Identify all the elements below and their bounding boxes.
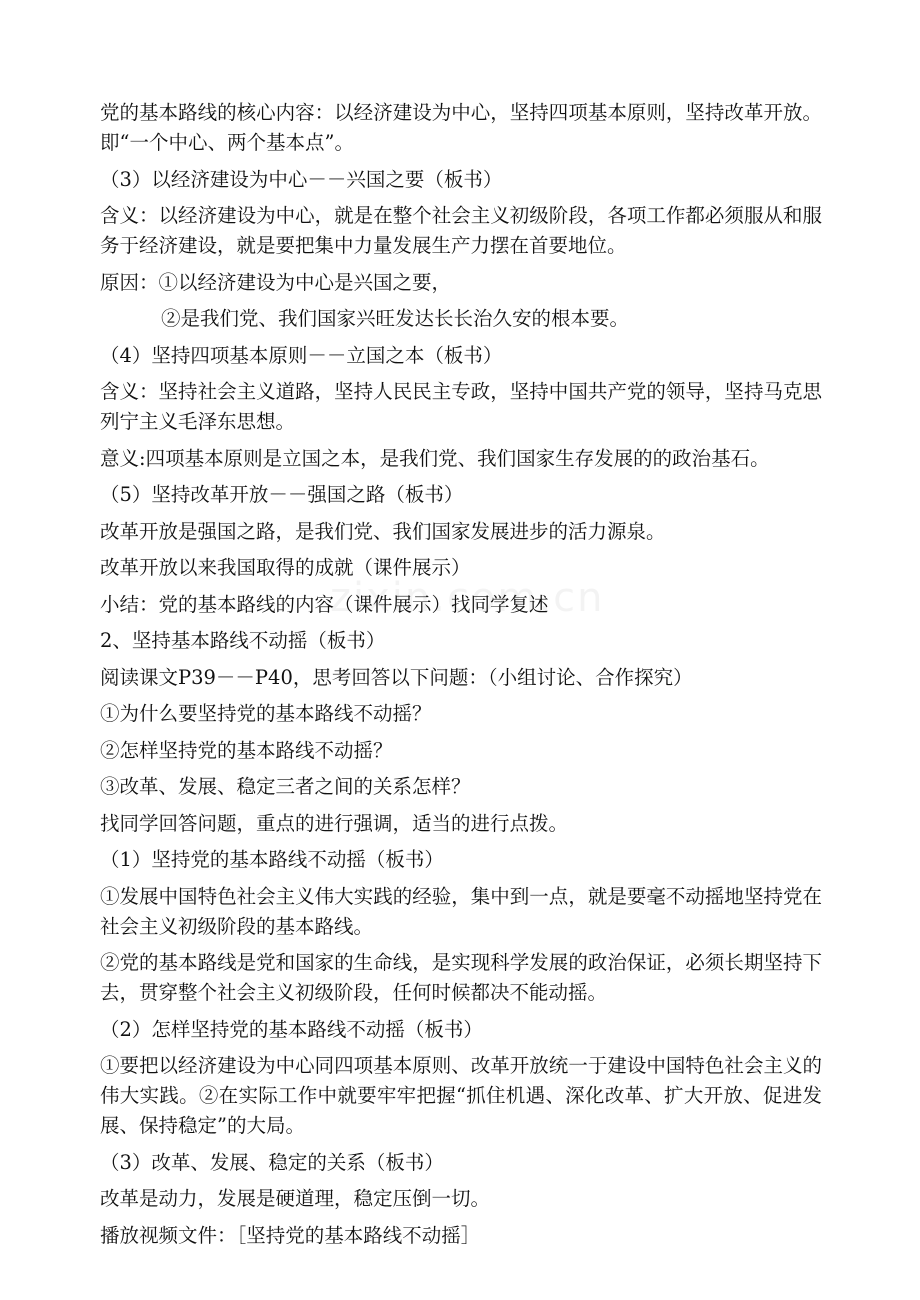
- heading-four-principles: （4）坚持四项基本原则－－立国之本（板书）: [100, 343, 503, 367]
- heading-adhere-unwavering: （1）坚持党的基本路线不动摇（板书）: [100, 848, 444, 871]
- paragraph-meaning-principles: 含义：坚持社会主义道路，坚持人民民主专政，坚持中国共产党的领导，坚持马克思列宁主义毛泽东思想。: [100, 380, 822, 433]
- paragraph-core-content: 党的基本路线的核心内容：以经济建设为中心，坚持四项基本原则，坚持改革开放。即“一个中心、两个基本点”。: [100, 101, 822, 154]
- heading-how-adhere: （2）怎样坚持党的基本路线不动摇（板书）: [100, 1017, 483, 1041]
- paragraph-significance-principles: 意义:四项基本原则是立国之本，是我们党、我们国家生存发展的的政治基石。: [100, 446, 770, 470]
- paragraph-video: 播放视频文件：［坚持党的基本路线不动摇］: [100, 1223, 481, 1247]
- heading-adhere-line: 2、坚持基本路线不动摇（板书）: [100, 629, 386, 652]
- heading-economic-center: （3）以经济建设为中心－－兴国之要（板书）: [100, 167, 503, 191]
- paragraph-reason-2: ②是我们党、我们国家兴旺发达长长治久安的根本要。: [161, 307, 630, 330]
- question-1: ①为什么要坚持党的基本路线不动摇？: [100, 702, 432, 725]
- document-body: [100, 98, 822, 1257]
- paragraph-lifeline: ②党的基本路线是党和国家的生命线，是实现科学发展的政治保证，必须长期坚持下去，贯穿整个社会主义初级阶段，任何时候都决不能动摇。: [100, 951, 822, 1004]
- paragraph-answer-guidance: 找同学回答问题，重点的进行强调，适当的进行点拨。: [100, 811, 569, 835]
- question-3: ③改革、发展、稳定三者之间的关系怎样？: [100, 775, 471, 798]
- paragraph-reform-road: 改革开放是强国之路，是我们党、我们国家发展进步的活力源泉。: [100, 519, 666, 543]
- paragraph-meaning-economic: 含义：以经济建设为中心，就是在整个社会主义初级阶段，各项工作都必须服从和服务于经济建设，就是要把集中力量发展生产力摆在首要地位。: [100, 204, 822, 257]
- paragraph-reason-1: 原因：①以经济建设为中心是兴国之要，: [100, 270, 452, 294]
- heading-relationship: （3）改革、发展、稳定的关系（板书）: [100, 1150, 444, 1174]
- paragraph-summary: 小结：党的基本路线的内容（课件展示）找同学复述: [100, 592, 549, 616]
- question-2: ②怎样坚持党的基本路线不动摇？: [100, 738, 393, 762]
- paragraph-achievements: 改革开放以来我国取得的成就（课件展示）: [100, 556, 471, 579]
- paragraph-experience: ①发展中国特色社会主义伟大实践的经验，集中到一点，就是要毫不动摇地坚持党在社会主义初级阶段的基本路线。: [100, 884, 822, 938]
- paragraph-how-adhere: ①要把以经济建设为中心同四项基本原则、改革开放统一于建设中国特色社会主义的伟大实践。②在实际工作中就要牢牢把握“抓住机遇、深化改革、扩大开放、促进发展、保持稳定”的大局。: [100, 1054, 822, 1137]
- paragraph-relationship: 改革是动力，发展是硬道理，稳定压倒一切。: [100, 1187, 491, 1210]
- heading-reform-opening: （5）坚持改革开放－－强国之路（板书）: [100, 483, 464, 506]
- paragraph-reading-task: 阅读课文P39－－P40，思考回答以下问题：（小组讨论、合作探究）: [100, 665, 693, 689]
